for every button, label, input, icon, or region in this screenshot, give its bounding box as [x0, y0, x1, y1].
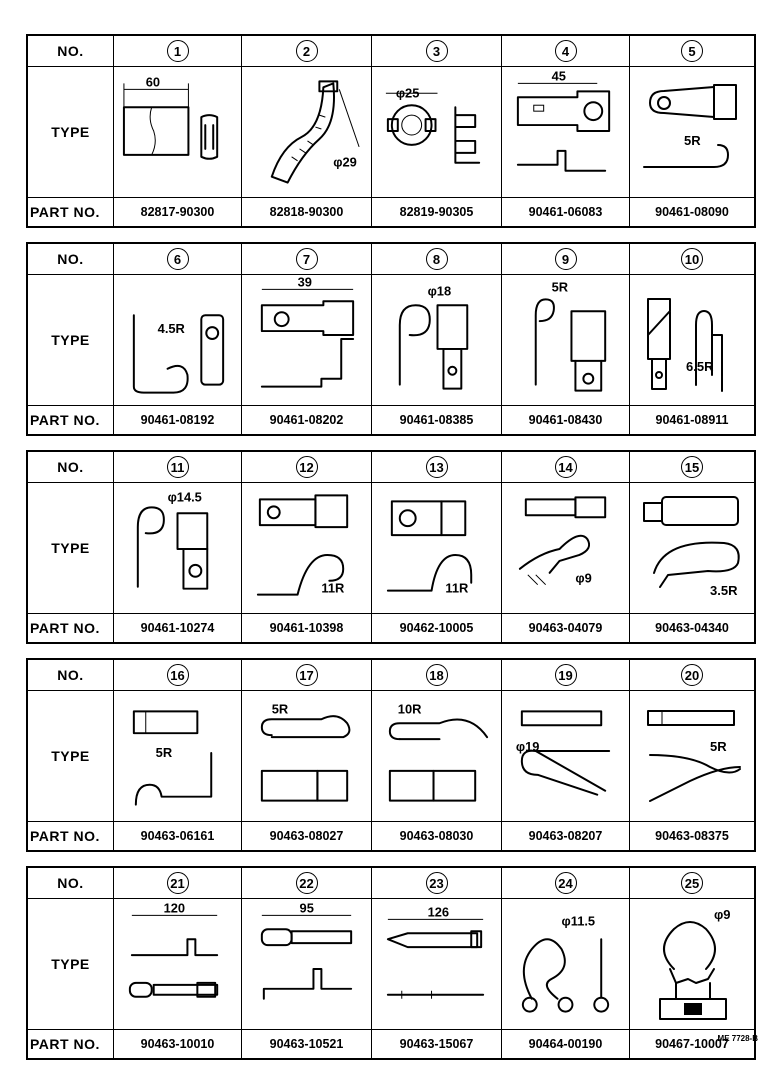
- item-number: 9: [555, 248, 577, 270]
- parts-sheet: [26, 34, 756, 1074]
- part-number: 90463-10010: [114, 1030, 242, 1058]
- part-number: 90461-08192: [114, 406, 242, 434]
- part-no-header: PART NO.: [28, 614, 114, 642]
- part-drawing-18: [372, 691, 501, 821]
- part-no-header: PART NO.: [28, 198, 114, 226]
- dimension-label: φ9: [575, 570, 592, 586]
- item-number: 8: [426, 248, 448, 270]
- dimension-label: φ11.5: [561, 913, 596, 929]
- part-number: 90463-10521: [242, 1030, 372, 1058]
- item-number: 10: [681, 248, 703, 270]
- dimension-label: 5R: [684, 133, 701, 148]
- item-number: 19: [555, 664, 577, 686]
- part-number: 90461-08090: [655, 205, 729, 219]
- parts-table-section-4: [26, 658, 756, 852]
- item-number: 24: [555, 872, 577, 894]
- item-number: 13: [426, 456, 448, 478]
- no-header: NO.: [28, 244, 114, 274]
- dimension-label: 6.5R: [686, 359, 714, 374]
- dimension-label: 5R: [551, 279, 569, 295]
- part-number: 90463-04340: [655, 621, 729, 635]
- part-drawing-1: [114, 67, 241, 197]
- part-number: 90463-08030: [372, 822, 502, 850]
- part-drawing-25: [630, 899, 754, 1029]
- part-drawing-9: [502, 275, 629, 405]
- part-number: 90463-15067: [372, 1030, 502, 1058]
- no-header: NO.: [28, 36, 114, 66]
- item-number: 6: [167, 248, 189, 270]
- part-drawing-14: [502, 483, 629, 613]
- dimension-label: 45: [551, 68, 566, 84]
- part-drawing-12: [242, 483, 371, 613]
- part-number: 90461-10274: [114, 614, 242, 642]
- item-number: 14: [555, 456, 577, 478]
- part-drawing-21: [114, 899, 241, 1029]
- part-number: 90463-08027: [242, 822, 372, 850]
- item-number: 23: [426, 872, 448, 894]
- dimension-label: φ18: [427, 283, 452, 299]
- part-no-header: PART NO.: [28, 406, 114, 434]
- parts-table-section-2: [26, 242, 756, 436]
- part-number: 90461-08911: [655, 413, 729, 427]
- item-number: 20: [681, 664, 703, 686]
- dimension-label: 120: [163, 900, 186, 916]
- drawing-reference: ME 7728-B: [717, 1034, 758, 1043]
- part-drawing-20: [630, 691, 754, 821]
- part-drawing-5: [630, 67, 754, 197]
- part-drawing-13: [372, 483, 501, 613]
- part-number: 90463-08207: [502, 822, 630, 850]
- part-number: 90461-06083: [502, 198, 630, 226]
- part-drawing-16: [114, 691, 241, 821]
- item-number: 3: [426, 40, 448, 62]
- type-header: TYPE: [28, 67, 114, 197]
- dimension-label: 5R: [271, 701, 289, 717]
- dimension-label: 4.5R: [157, 321, 185, 337]
- part-number: 90462-10005: [372, 614, 502, 642]
- parts-table-section-5: [26, 866, 756, 1060]
- part-no-header: PART NO.: [28, 822, 114, 850]
- dimension-label: 3.5R: [710, 583, 738, 598]
- item-number: 21: [167, 872, 189, 894]
- item-number: 16: [167, 664, 189, 686]
- part-drawing-2: [242, 67, 371, 197]
- part-no-header: PART NO.: [28, 1030, 114, 1058]
- item-number: 18: [426, 664, 448, 686]
- dimension-label: 5R: [155, 744, 173, 760]
- part-drawing-6: [114, 275, 241, 405]
- no-header: NO.: [28, 452, 114, 482]
- dimension-label: 60: [145, 74, 161, 90]
- no-header: NO.: [28, 868, 114, 898]
- item-number: 22: [296, 872, 318, 894]
- part-number: 90461-10398: [242, 614, 372, 642]
- no-header: NO.: [28, 660, 114, 690]
- item-number: 1: [167, 40, 189, 62]
- item-number: 25: [681, 872, 703, 894]
- dimension-label: 10R: [397, 701, 422, 717]
- parts-table-section-3: [26, 450, 756, 644]
- item-number: 4: [555, 40, 577, 62]
- part-drawing-17: [242, 691, 371, 821]
- part-number: 82817-90300: [114, 198, 242, 226]
- part-drawing-19: [502, 691, 629, 821]
- dimension-label: 95: [299, 900, 314, 916]
- dimension-label: φ25: [395, 85, 420, 101]
- part-drawing-10: [630, 275, 754, 405]
- part-number: 90461-08202: [242, 406, 372, 434]
- part-number: 90467-10007: [655, 1037, 729, 1051]
- item-number: 12: [296, 456, 318, 478]
- part-number: 82818-90300: [242, 198, 372, 226]
- dimension-label: 11R: [445, 580, 469, 596]
- dimension-label: 11R: [321, 580, 345, 596]
- part-number: 90464-00190: [502, 1030, 630, 1058]
- part-number: 90461-08430: [502, 406, 630, 434]
- part-drawing-7: [242, 275, 371, 405]
- part-drawing-22: [242, 899, 371, 1029]
- dimension-label: 39: [297, 275, 312, 290]
- item-number: 5: [681, 40, 703, 62]
- part-drawing-11: [114, 483, 241, 613]
- dimension-label: 126: [427, 904, 450, 920]
- item-number: 11: [167, 456, 189, 478]
- type-header: TYPE: [28, 899, 114, 1029]
- part-drawing-3: [372, 67, 501, 197]
- dimension-label: φ29: [333, 154, 357, 170]
- part-number: 90461-08385: [372, 406, 502, 434]
- item-number: 2: [296, 40, 318, 62]
- type-header: TYPE: [28, 691, 114, 821]
- part-number: 90463-04079: [502, 614, 630, 642]
- item-number: 7: [296, 248, 318, 270]
- parts-table-section-1: [26, 34, 756, 228]
- part-number: 90463-08375: [655, 829, 729, 843]
- part-drawing-24: [502, 899, 629, 1029]
- dimension-label: φ14.5: [167, 489, 202, 505]
- part-number: 82819-90305: [372, 198, 502, 226]
- part-drawing-4: [502, 67, 629, 197]
- type-header: TYPE: [28, 483, 114, 613]
- type-header: TYPE: [28, 275, 114, 405]
- dimension-label: φ19: [515, 739, 540, 755]
- part-drawing-15: [630, 483, 754, 613]
- part-drawing-23: [372, 899, 501, 1029]
- dimension-label: 5R: [710, 739, 727, 754]
- part-drawing-8: [372, 275, 501, 405]
- item-number: 15: [681, 456, 703, 478]
- item-number: 17: [296, 664, 318, 686]
- part-number: 90463-06161: [114, 822, 242, 850]
- dimension-label: φ9: [714, 907, 731, 922]
